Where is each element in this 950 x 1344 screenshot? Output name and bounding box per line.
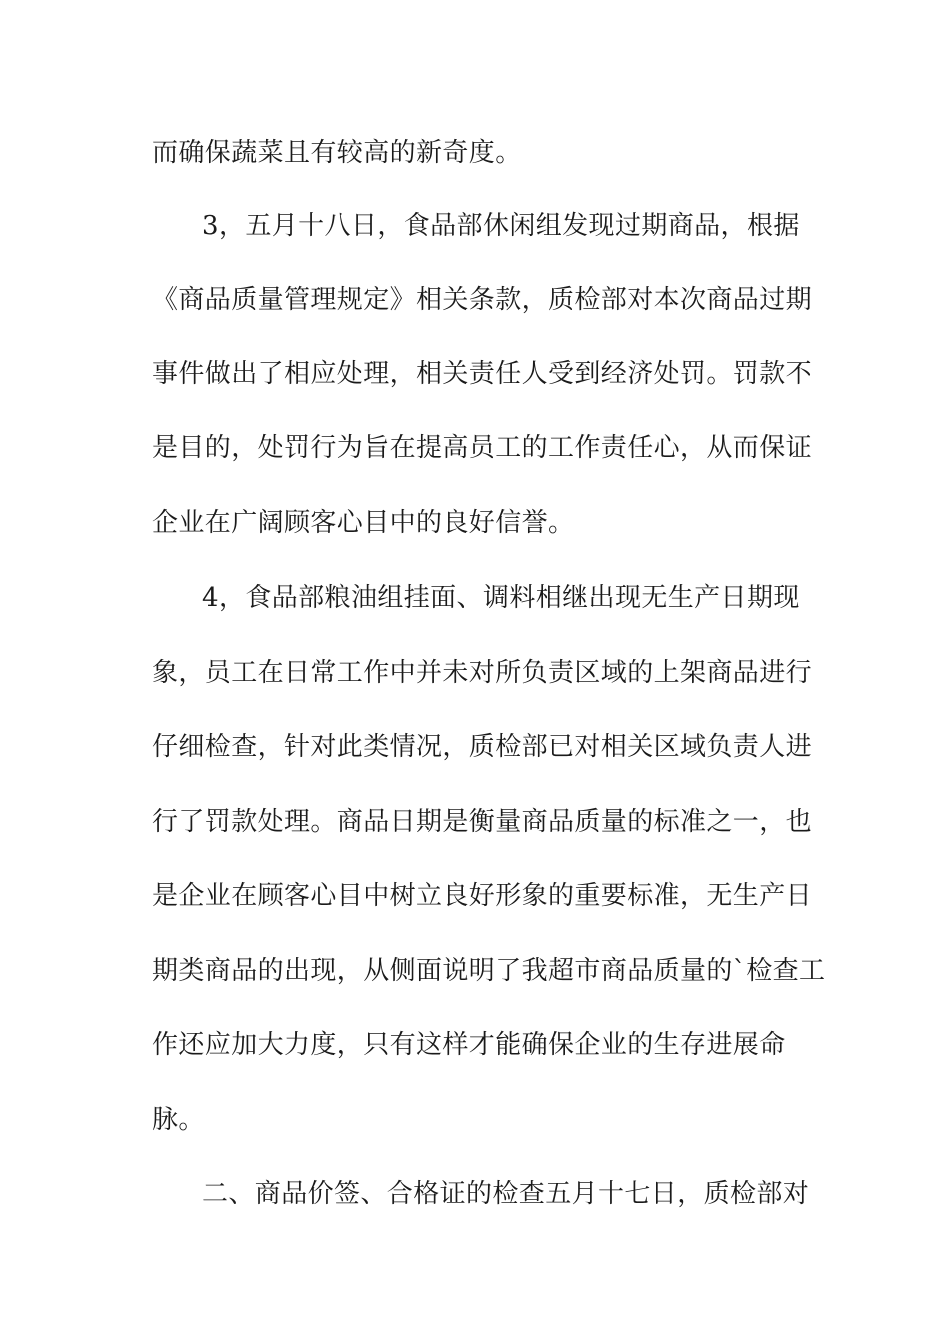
text-line: 企业在广阔顾客心目中的良好信誉。 xyxy=(152,508,575,538)
text-line: 仔细检查，针对此类情况，质检部已对相关区域负责人进 xyxy=(152,732,813,762)
section-2-heading-line: 二、商品价签、合格证的检查五月十七日，质检部对 xyxy=(202,1179,810,1209)
text-line: 象，员工在日常工作中并未对所负责区域的上架商品进行 xyxy=(152,658,813,688)
text-line: 作还应加大力度，只有这样才能确保企业的生存进展命 xyxy=(152,1030,786,1060)
text-line: 而确保蔬菜且有较高的新奇度。 xyxy=(152,138,522,168)
text-line: 脉。 xyxy=(152,1105,205,1135)
text-line: 期类商品的出现，从侧面说明了我超市商品质量的`检查工 xyxy=(152,956,826,986)
paragraph-3-start: 3，五月十八日，食品部休闲组发现过期商品，根据 xyxy=(202,211,800,241)
text-line: 是目的，处罚行为旨在提高员工的工作责任心，从而保证 xyxy=(152,433,813,463)
text-line: 是企业在顾客心目中树立良好形象的重要标准，无生产日 xyxy=(152,881,813,911)
text-line: 《商品质量管理规定》相关条款，质检部对本次商品过期 xyxy=(152,285,813,315)
text-line: 行了罚款处理。商品日期是衡量商品质量的标准之一，也 xyxy=(152,807,813,837)
paragraph-4-start: 4，食品部粮油组挂面、调料相继出现无生产日期现 xyxy=(202,583,800,613)
text-line: 事件做出了相应处理，相关责任人受到经济处罚。罚款不 xyxy=(152,359,813,389)
